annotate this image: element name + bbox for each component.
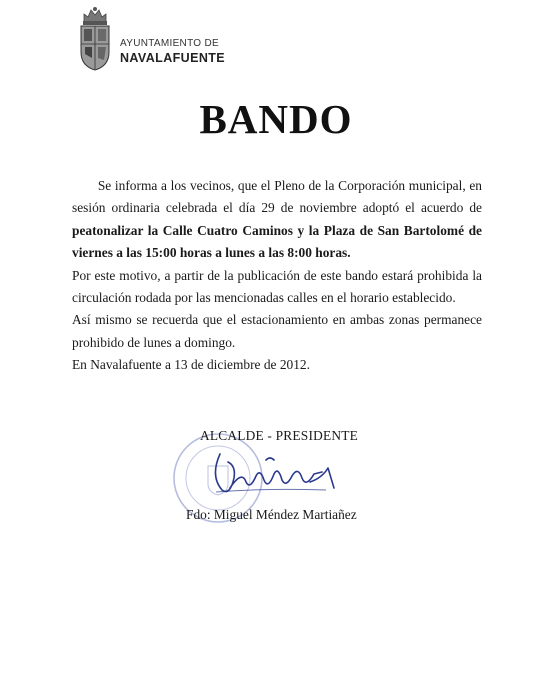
paragraph-date: En Navalafuente a 13 de diciembre de 2012.: [72, 357, 310, 373]
document-title: BANDO: [199, 96, 353, 142]
signer-role: ALCALDE - PRESIDENTE: [200, 428, 358, 443]
org-name-line1: AYUNTAMIENTO DE: [120, 38, 219, 49]
coat-of-arms-icon: [76, 6, 114, 72]
paragraph-announcement: [72, 175, 482, 265]
announcement-intro: Se informa a los vecinos, que el Pleno de la Corporación municipal, en sesión ordinaria celebrada el día 29 de noviembre adoptó el acuerdo de: [72, 178, 483, 216]
handwritten-signature: [206, 448, 356, 498]
announcement-decision: peatonalizar la Calle Cuatro Caminos y la Plaza de San Bartolomé de viernes a las 15:00 horas a lunes a las 8:00 horas.: [72, 222, 482, 261]
paragraph-prohibition: Por este motivo, a partir de la publicación de este bando estará prohibida la circulación rodada por las mencionadas calles en el horario establecido.: [72, 267, 482, 306]
org-name-line2: NAVALAFUENTE: [120, 51, 226, 65]
paragraph-parking: Así mismo se recuerda que el estacionamiento en ambas zonas permanece prohibido de lunes a domingo.: [72, 312, 482, 350]
signer-name: Fdo: Miguel Méndez Martiañez: [186, 507, 357, 522]
document-body: [72, 175, 482, 377]
letterhead: [70, 6, 330, 74]
